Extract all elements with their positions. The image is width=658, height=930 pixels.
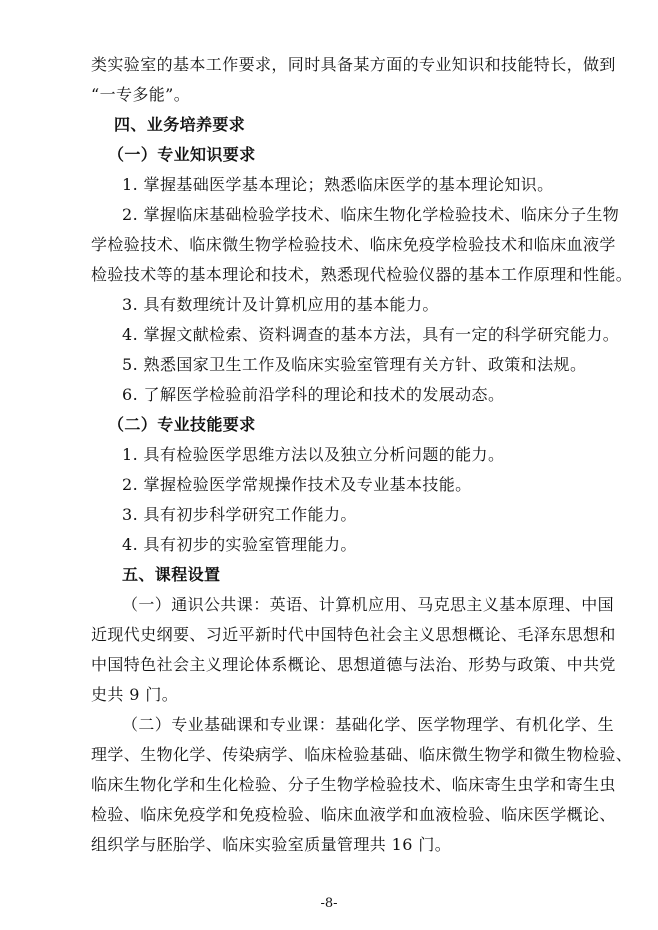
body-line: 3. 具有初步科学研究工作能力。 <box>122 505 357 524</box>
body-line: 5. 熟悉国家卫生工作及临床实验室管理有关方针、政策和法规。 <box>122 355 587 374</box>
body-line: 组织学与胚胎学、临床实验室质量管理共 16 门。 <box>91 835 452 854</box>
body-line: 检验、临床免疫学和免疫检验、临床血液学和血液检验、临床医学概论、 <box>91 805 616 824</box>
body-line: （二）专业基础课和专业课：基础化学、医学物理学、有机化学、生 <box>122 715 615 734</box>
subsection-heading: （一）专业知识要求 <box>108 145 256 164</box>
section-heading: 四、业务培养要求 <box>114 115 246 134</box>
body-line: 4. 具有初步的实验室管理能力。 <box>122 535 357 554</box>
body-line: 临床生物化学和生化检验、分子生物学检验技术、临床寄生虫学和寄生虫 <box>91 775 616 794</box>
body-line: （一）通识公共课：英语、计算机应用、马克思主义基本原理、中国 <box>122 595 615 614</box>
body-line: 1. 具有检验医学思维方法以及独立分析问题的能力。 <box>122 445 505 464</box>
body-line: 理学、生物化学、传染病学、临床检验基础、临床微生物学和微生物检验、 <box>91 745 633 764</box>
subsection-heading: （二）专业技能要求 <box>108 415 256 434</box>
body-line: 史共 9 门。 <box>91 685 179 704</box>
body-line: 2. 掌握检验医学常规操作技术及专业基本技能。 <box>122 475 472 494</box>
body-line: 3. 具有数理统计及计算机应用的基本能力。 <box>122 295 439 314</box>
body-line: 6. 了解医学检验前沿学科的理论和技术的发展动态。 <box>122 385 505 404</box>
body-line: 类实验室的基本工作要求，同时具备某方面的专业知识和技能特长，做到 <box>91 55 616 74</box>
body-line: 近现代史纲要、习近平新时代中国特色社会主义思想概论、毛泽东思想和 <box>91 625 616 644</box>
section-heading: 五、课程设置 <box>122 565 221 584</box>
body-line: 学检验技术、临床微生物学检验技术、临床免疫学检验技术和临床血液学 <box>91 235 616 254</box>
body-line: 1. 掌握基础医学基本理论；熟悉临床医学的基本理论知识。 <box>122 175 554 194</box>
body-line: 4. 掌握文献检索、资料调查的基本方法，具有一定的科学研究能力。 <box>122 325 620 344</box>
page-number: -8- <box>320 896 338 911</box>
body-line: 中国特色社会主义理论体系概论、思想道德与法治、形势与政策、中共党 <box>91 655 616 674</box>
body-line: 2. 掌握临床基础检验学技术、临床生物化学检验技术、临床分子生物 <box>122 205 620 224</box>
body-line: 检验技术等的基本理论和技术，熟悉现代检验仪器的基本工作原理和性能。 <box>91 265 633 284</box>
body-line: “一专多能”。 <box>91 85 191 104</box>
